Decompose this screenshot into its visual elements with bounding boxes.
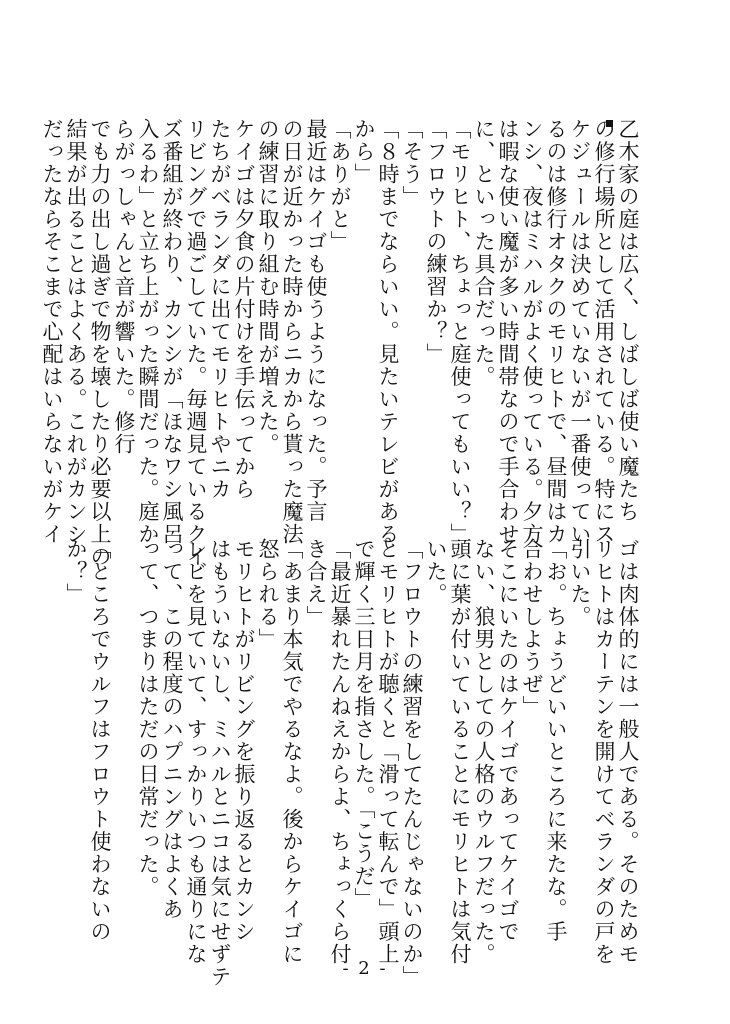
text-line: 「フロウトの練習をしてたんじゃないのか」 [400,538,424,988]
text-line: か？」 [64,538,88,606]
text-line: ンシ、夜はミハルがよく使っている。夕方 [520,118,544,546]
text-line: 「モリヒト、ちょっと庭使ってもいい？」 [448,118,472,546]
text-line: 「お。ちょうどいいところに来たな。手 [544,538,568,943]
text-line: の修行場所として活用されている。特にス [592,118,616,546]
text-line: って、この程度のハプニングはよくあ [160,538,184,921]
text-line: 「そう」 [400,118,424,208]
text-line: ない、狼男としての人格のウルフだった。 [472,538,496,966]
text-line [112,538,136,938]
text-line: リビングで過ごしていた。毎週見ているクイ [184,118,208,568]
text-line: き合え」 [304,538,328,628]
text-line: で輝く三日月を指さした。「こうだ」 [352,538,376,910]
text-line: ケジュールは決めていないが一番使ってい [568,118,592,546]
text-line: 頭に葉が付いていることにモリヒトは気付 [448,538,472,966]
text-line: 「あまり本気でやるなよ。後からケイゴに [280,538,304,966]
text-line: から」 [352,118,376,186]
text-line: 「８時までならいい。見たいテレビがある [376,118,400,546]
text-line: の日が近かった時からニカから貰った魔法 [280,118,304,546]
text-line: たちがベランダに出てモリヒトやニカ [208,118,232,501]
text-line: ゴは肉体的には一般人である。そのためモ [616,538,640,966]
text-line: 「最近暴れたんねえからよ、ちょっくら付 [328,538,352,966]
text-line: そこにいたのはケイゴであってケイゴで [496,538,520,943]
text-line: に、といった具合だった。 [472,118,496,388]
text-line: でも力の出し過ぎで物を壊したり必要以上の [88,118,112,568]
text-line: るのは修行オタクのモリヒトで、昼間はカ [544,118,568,546]
text-block-top [40,118,640,568]
text-line: 結果が出ることはよくある。これがカンシ [64,118,88,546]
text-line: ケイゴは夕食の片付けを手伝ってから [232,118,256,501]
text-block-bottom [64,538,640,988]
text-line: らがっしゃんと音が響いた。修行 [112,118,136,456]
text-line: モリヒトがリビングを振り返るとカンシ [232,538,256,943]
text-line: の練習に取り組む時間が増えた。 [256,118,280,456]
text-line: だったならそこまで心配はいらないがケイ [40,118,64,546]
text-line: いた。 [424,538,448,606]
text-line: は暇な使い魔が多い時間帯なので手合わせ [496,118,520,546]
text-line: リヒトはカーテンを開けてベランダの戸を [592,538,616,966]
text-line: 「ありがと」 [328,118,352,253]
text-line: 「ところでウルフはフロウト使わないの [88,538,112,943]
text-line: 最近はケイゴも使うようになった。予言 [304,118,328,523]
text-line: はもういないし、ミハルとニコは気にせずテ [208,538,232,988]
text-line: って、つまりはただの日常だった。 [136,538,160,898]
text-line: 乙木家の庭は広く、しばしば使い魔たち [616,118,640,523]
page-number: - 2 - [342,958,388,979]
text-line: 入るわ」と立ち上がった瞬間だった。庭か [136,118,160,546]
text-line: 怒られる」 [256,538,280,651]
text-line: とモリヒトが聴くと「滑って転んで」頭上 [376,538,400,966]
text-line: ズ番組が終わり、カンシが「ほなワシ風呂 [160,118,184,546]
text-line: レビを見ていて、すっかりいつも通りにな [184,538,208,966]
text-line: 合わせしようぜ」 [520,538,544,718]
text-line: 引いた。 [568,538,592,628]
text-line: 「フロウトの練習か？」 [424,118,448,366]
